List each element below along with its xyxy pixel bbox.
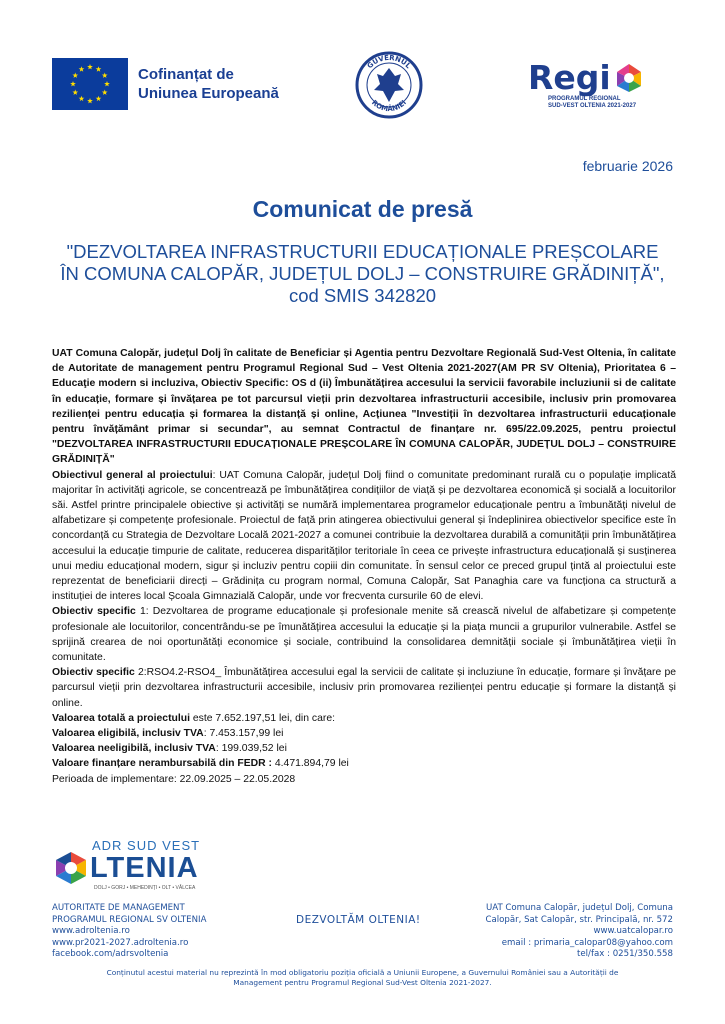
eu-star-icon bbox=[96, 96, 102, 101]
adr-oltenia-logo bbox=[52, 838, 242, 898]
footer-slogan: DEZVOLTĂM OLTENIA! bbox=[296, 914, 421, 926]
romanian-government-seal bbox=[354, 50, 424, 120]
footer-left-website-2[interactable]: www.pr2021-2027.adroltenia.ro bbox=[52, 937, 189, 948]
intro-text: UAT Comuna Calopăr, județul Dolj în calitate de Beneficiar și Agentia pentru Dezvoltare Regională Sud-Vest Oltenia, în calitate de Autoritate de management pentru Programul Regional Sud – Vest Oltenia 2021-2027(AM PR SV Oltenia), Prioritatea 6 – Educaţie modern si incluziva, Obiectiv Specific: OS d (ii) Îmbunătățirea accesului la servicii favorabile incluziunii si de calitate în educație, formare și învățarea pe tot parcursul vieții prin dezvoltarea infrastructurii accesibile, inclusiv prin promovarea rezilienței pentru educația și formarea la distanță și online, Acțiunea "Investiții în dezvoltarea infrastructurii educaționale pentru învățământ primar si secundar", au semnat Contractul de finanțare nr. 695/22.09.2025, pentru proiectul "DEZVOLTAREA INFRASTRUCTURII EDUCAȚIONALE PREȘCOLARE ÎN COMUNA CALOPĂR, JUDEȚUL DOLJ – CONSTRUIRE GRĂDINIȚĂ" bbox=[52, 348, 676, 466]
header-logos bbox=[0, 50, 725, 130]
eligible-value: : 7.453.157,99 lei bbox=[203, 728, 284, 740]
specific-objective-2-paragraph bbox=[52, 665, 676, 711]
eu-star-icon bbox=[102, 90, 108, 95]
page-title: Comunicat de presă bbox=[252, 196, 473, 222]
regio-logo bbox=[528, 60, 678, 116]
total-value-line bbox=[52, 711, 676, 726]
adr-logo-top: ADR SUD VEST bbox=[92, 838, 201, 853]
fedr-value: 4.471.894,79 lei bbox=[272, 758, 349, 770]
regio-sub-line2: SUD-VEST OLTENIA 2021-2027 bbox=[548, 103, 637, 109]
total-value: este 7.652.197,51 lei, din care: bbox=[190, 712, 336, 724]
eu-star-icon bbox=[70, 81, 76, 86]
ineligible-value-label: Valoarea neeligibilă, inclusiv TVA bbox=[52, 743, 216, 755]
specific-objective-2-text: 2:RSO4.2-RSO4_ Îmbunătățirea accesului egal la servicii de calitate și incluziune în educație, formare și învățare pe parcursul vieții prin dezvoltarea infrastructurii accesibile, inclusiv prin promovarea rezilienței pentru educație și formare la distanță și online. bbox=[52, 667, 676, 709]
eu-star-icon bbox=[87, 98, 93, 103]
adr-logo-sub: DOLJ • GORJ • MEHEDINȚI • OLT • VÂLCEA bbox=[94, 885, 196, 891]
footer-left-contact bbox=[52, 903, 206, 961]
footer-right-line2: Calopăr, Sat Calopăr, str. Principală, nr. 572 bbox=[485, 914, 673, 925]
eu-text-line1: Cofinanțat de bbox=[138, 66, 234, 83]
footer-right-email[interactable]: email : primaria_calopar08@yahoo.com bbox=[501, 937, 673, 948]
footer-right-line1: UAT Comuna Calopăr, județul Dolj, Comuna bbox=[485, 903, 673, 913]
total-value-label: Valoarea totală a proiectului bbox=[52, 712, 191, 724]
footer-right-website[interactable]: www.uatcalopar.ro bbox=[593, 926, 673, 937]
footer-left-website[interactable]: www.adroltenia.ro bbox=[52, 926, 130, 937]
implementation-period: Perioada de implementare: 22.09.2025 – 22.05.2028 bbox=[52, 773, 296, 785]
ineligible-value-line bbox=[52, 741, 676, 756]
eu-star-icon bbox=[79, 96, 85, 101]
specific-objective-1-text: 1: Dezvoltarea de programe educaționale și profesionale menite să crească nivelul de alfabetizare și competențe profesionale ale locuitorilor, concentrându-se pe îmunătățirea accesului la educație și la piața muncii a grupurilor vulnerabile. Astfel se sprijină crearea de noi oportunătăți economice și sociale, contribuind la consolidarea demnității sociale și îmbunătățirea vieții în comunitate. bbox=[52, 606, 676, 664]
eligible-value-line bbox=[52, 726, 676, 741]
regio-o-icon bbox=[613, 62, 645, 94]
footer-disclaimer: Conținutul acestui material nu reprezintă în mod obligatoriu poziția oficială a Uniunii Europene, a Guvernului României sau a Autorității de Management pentru Programul Regional Sud-Vest Oltenia 2021-2027. bbox=[106, 968, 619, 987]
fedr-value-label: Valoare finanțare nerambursabilă din FEDR : bbox=[52, 758, 272, 770]
eu-text-line2: Uniunea Europeană bbox=[138, 85, 279, 102]
eu-star-icon bbox=[72, 73, 78, 78]
specific-objective-1-paragraph bbox=[52, 604, 676, 665]
intro-paragraph bbox=[52, 346, 676, 468]
press-release-body bbox=[52, 346, 676, 787]
adr-o-icon bbox=[52, 851, 90, 885]
eu-cofinance-logo bbox=[52, 58, 279, 110]
document-date: februarie 2026 bbox=[582, 158, 673, 174]
fedr-value-line bbox=[52, 756, 676, 771]
project-title: "DEZVOLTAREA INFRASTRUCTURII EDUCAȚIONALE PREȘCOLARE ÎN COMUNA CALOPĂR, JUDEȚUL DOLJ – CONSTRUIRE GRĂDINIȚĂ", cod SMIS 342820 bbox=[60, 241, 665, 306]
footer-left-facebook[interactable]: facebook.com/adrsvoltenia bbox=[52, 949, 169, 960]
eu-flag-icon bbox=[52, 58, 128, 110]
eu-star-icon bbox=[102, 73, 108, 78]
regio-sub-line1: PROGRAMUL REGIONAL bbox=[548, 96, 621, 102]
eu-star-icon bbox=[79, 66, 85, 71]
general-objective-paragraph bbox=[52, 468, 676, 605]
eu-star-icon bbox=[104, 81, 110, 86]
eu-star-icon bbox=[96, 66, 102, 71]
footer-left-line1: AUTORITATE DE MANAGEMENT bbox=[52, 903, 185, 913]
general-objective-text: : UAT Comuna Calopăr, județul Dolj fiind o comunitate predominant rurală cu o populație implicată majoritar în activități agricole, se concentrează pe îmbunătățirea condițiilor de viață și pe dezvoltarea economică și socială a locuitorilor săi. Astfel printre principalele obiective și activități se numără implementarea programelor educaționale pentru a îmbunătăți nivelul de alfabetizare și competențe profesionale. Proiectul de față prin atingerea obiectivului general și îndeplinirea obiectivelor specifice este în concordanță cu Strategia de Dezvoltare Locală 2021-2027 a comunei contribuie la dezvoltarea durabilă a comunității prin îmbunătățirea accesului la educație timpurie de calitate, reducerea disparităților teritoriale în ceea ce privește infrastructura educațională și susținerea unui mediu educațional modern, sigur și incluziv pentru copiii din comunitate. În sensul celor ce preced grupul țintă al proiectului este reprezentat de beneficiarii direcți – Grădinița cu program normal, Comuna Calopăr, Sat Panaghia care va funcționa ca structură a instituției de interes local Școala Gimnazială Calopăr, unde vor frecventa cursurile 60 de elevi. bbox=[52, 469, 676, 603]
specific-objective-2-label: Obiectiv specific bbox=[52, 667, 135, 679]
eu-cofinance-text bbox=[138, 65, 279, 103]
adr-logo-word: LTENIA bbox=[90, 852, 199, 884]
regio-word: Regi bbox=[528, 58, 611, 97]
eu-star-icon bbox=[72, 90, 78, 95]
eligible-value-label: Valoarea eligibilă, inclusiv TVA bbox=[52, 728, 204, 740]
svg-text:ROMÂNIEI: ROMÂNIEI bbox=[370, 98, 409, 114]
svg-text:GUVERNUL: GUVERNUL bbox=[365, 53, 413, 71]
eu-star-icon bbox=[87, 64, 93, 69]
footer-left-line2: PROGRAMUL REGIONAL SV OLTENIA bbox=[52, 914, 207, 925]
specific-objective-1-label: Obiectiv specific bbox=[52, 606, 136, 618]
general-objective-label: Obiectivul general al proiectului bbox=[52, 469, 213, 481]
footer-right-contact bbox=[485, 903, 673, 961]
ineligible-value: : 199.039,52 lei bbox=[215, 743, 287, 755]
footer-right-phone: tel/fax : 0251/350.558 bbox=[577, 949, 673, 960]
